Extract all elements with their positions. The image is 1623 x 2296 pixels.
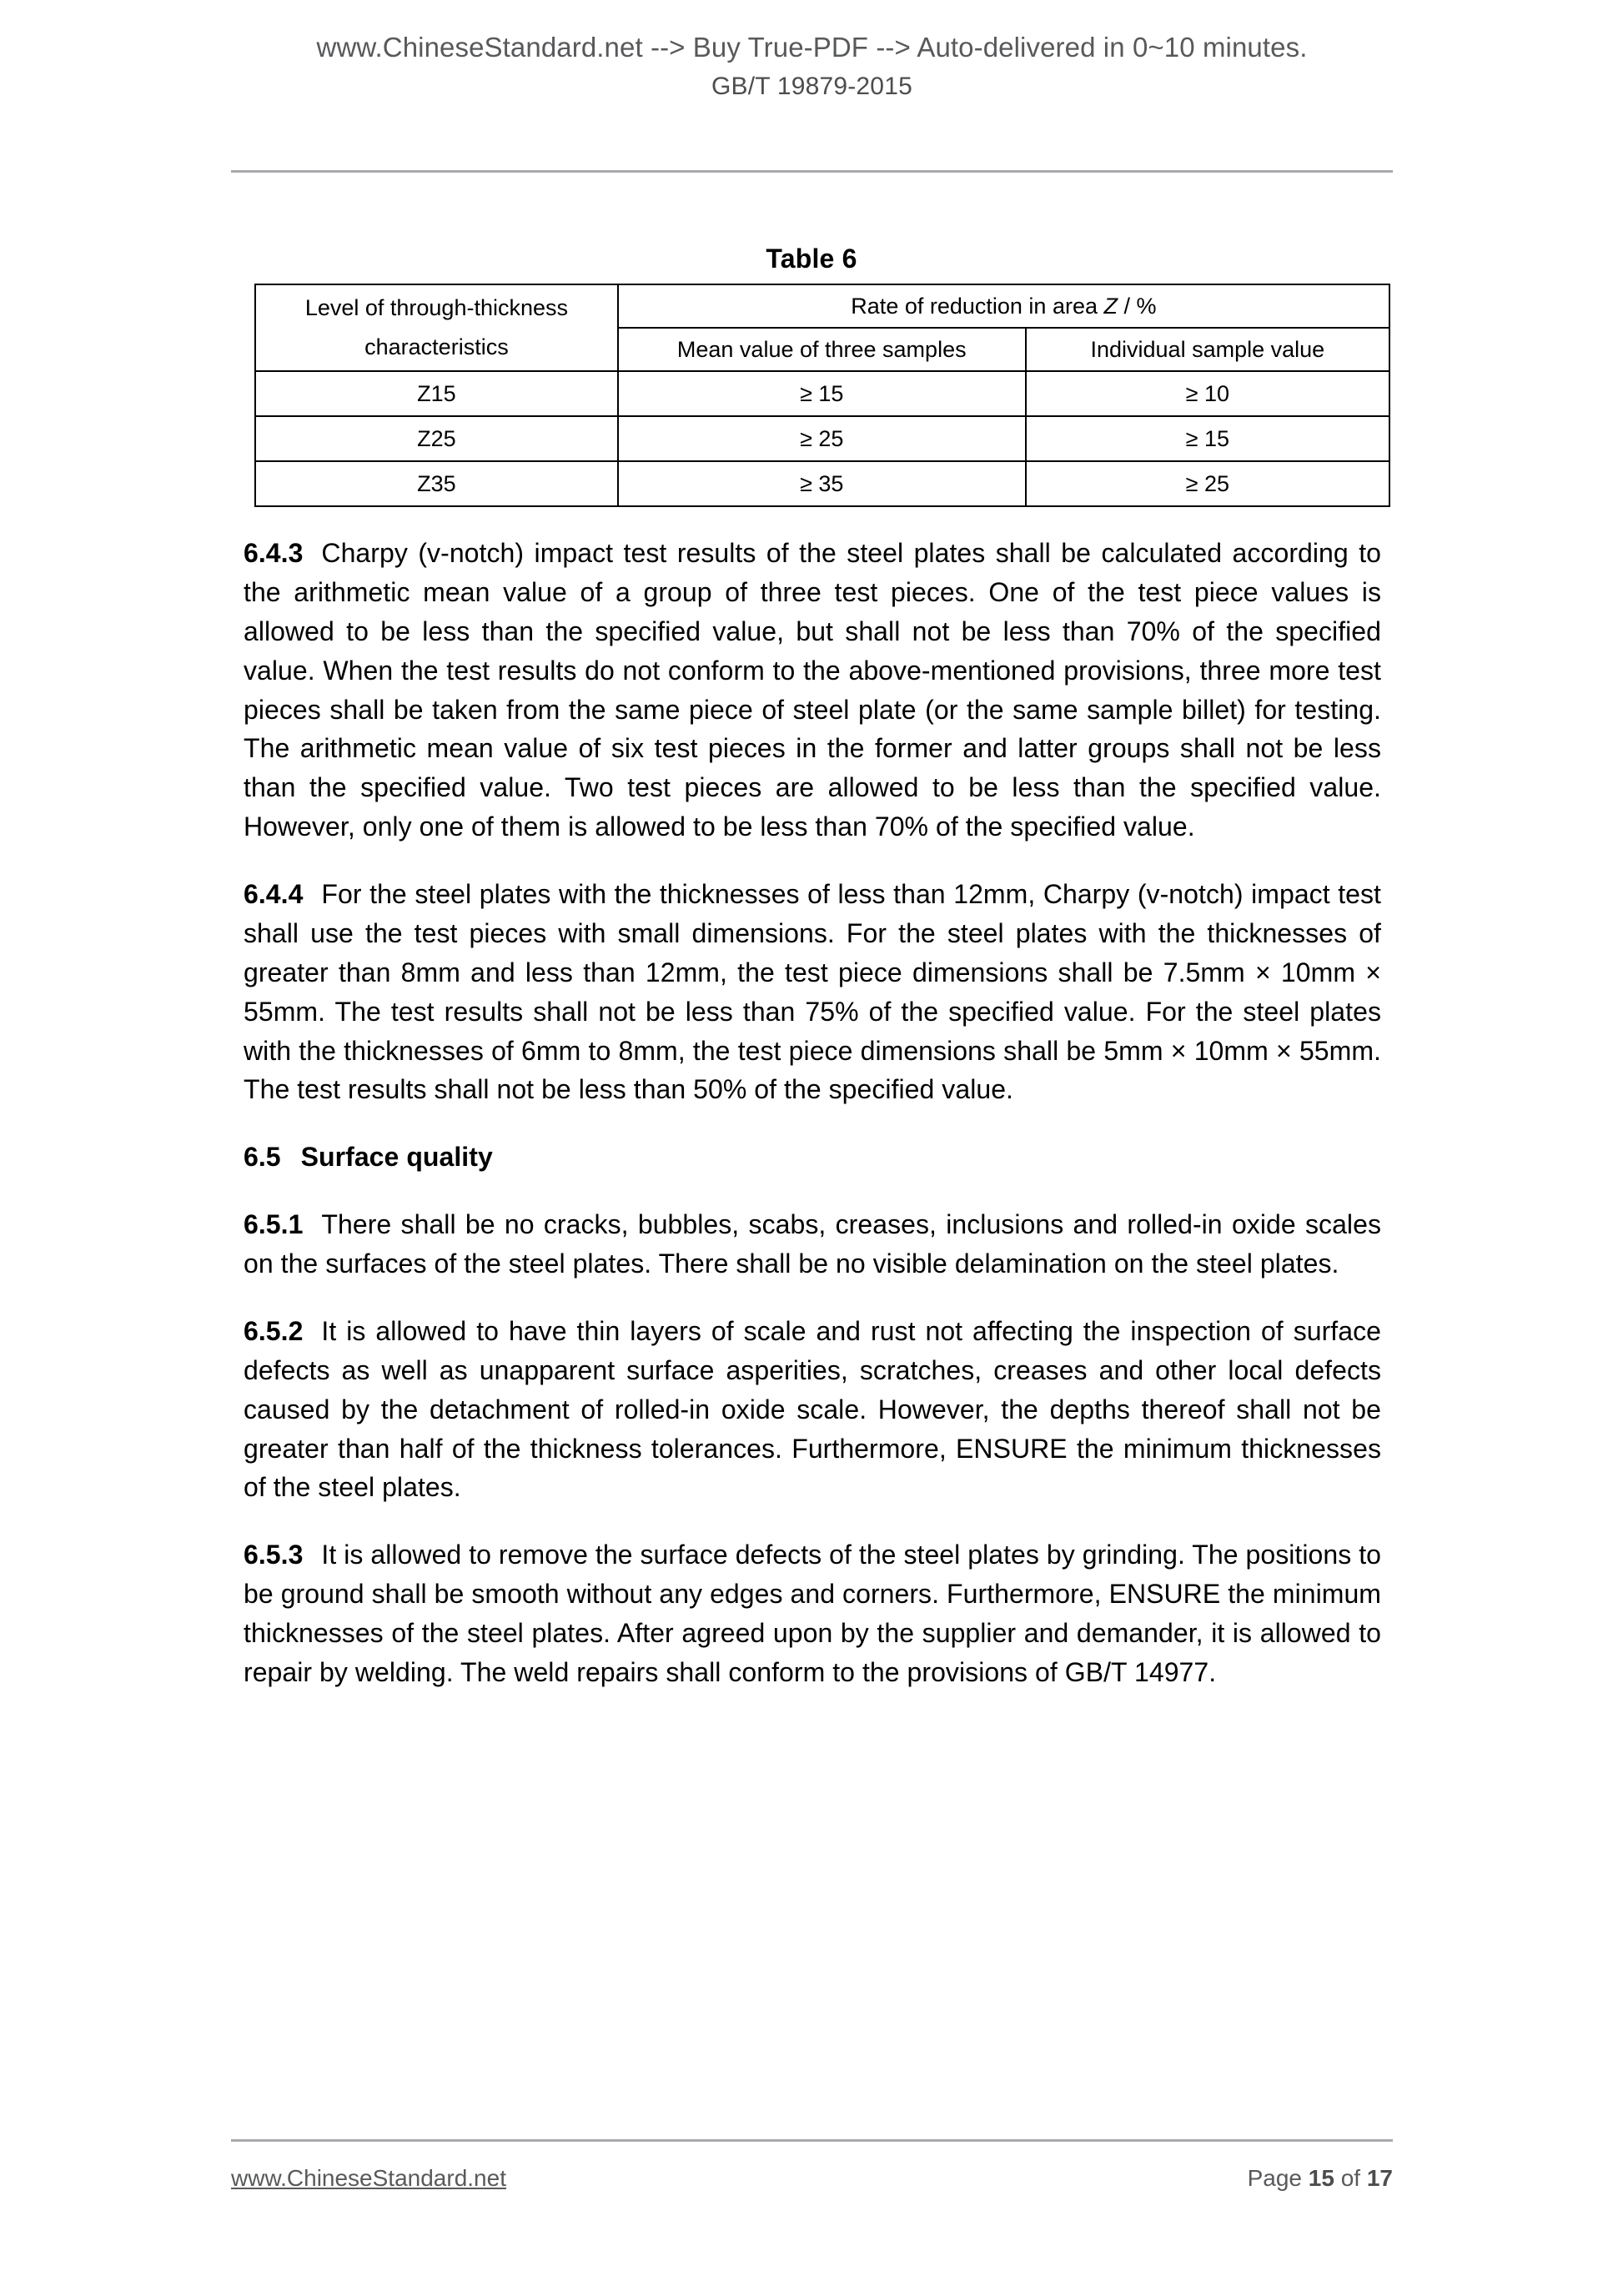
table-row bbox=[255, 371, 1389, 416]
clause-text: Charpy (v-notch) impact test results of the steel plates shall be calculated according to the arithmetic mean value of a group of three test pieces. One of the test piece values is allowed to be less than the specified value, but shall not be less than 70% of the specified value. When the test results do not conform to the above-mentioned provisions, three more test pieces shall be taken from the same piece of steel plate (or the same sample billet) for testing. The arithmetic mean value of six test pieces in the former and latter groups shall not be less than the specified value. Two test pieces are allowed to be less than the specified value. However, only one of them is allowed to be less than 70% of the specified value. bbox=[244, 538, 1381, 842]
promo-banner: www.ChineseStandard.net --> Buy True-PDF --> Auto-delivered in 0~10 minutes. bbox=[316, 32, 1308, 63]
page-mid: of bbox=[1334, 2165, 1367, 2191]
page-prefix: Page bbox=[1247, 2165, 1309, 2191]
clause-text: It is allowed to remove the surface defects of the steel plates by grinding. The positions to be ground shall be smooth without any edges and corners. Furthermore, ENSURE the minimum thicknesses of the steel plates. After agreed upon by the supplier and demander, it is allowed to repair by welding. The weld repairs shall conform to the provisions of GB/T 14977. bbox=[244, 1540, 1381, 1687]
heading-6-5 bbox=[244, 1138, 1381, 1177]
header-divider bbox=[231, 170, 1393, 173]
page-current: 15 bbox=[1308, 2165, 1334, 2191]
heading-title: Surface quality bbox=[300, 1142, 493, 1173]
clause-6-5-3 bbox=[244, 1535, 1381, 1692]
table-cell-individual: ≥ 25 bbox=[1026, 461, 1389, 506]
page-total: 17 bbox=[1366, 2165, 1393, 2191]
table-row bbox=[255, 416, 1389, 461]
document-body bbox=[244, 534, 1381, 1692]
page-number bbox=[1248, 2165, 1393, 2192]
table-row bbox=[255, 461, 1389, 506]
clause-6-5-2 bbox=[244, 1312, 1381, 1507]
clause-6-5-1 bbox=[244, 1205, 1381, 1284]
table-header-individual: Individual sample value bbox=[1026, 328, 1389, 371]
clause-number: 6.5.2 bbox=[244, 1315, 304, 1346]
table-cell-mean: ≥ 15 bbox=[618, 371, 1026, 416]
standard-number: GB/T 19879-2015 bbox=[711, 73, 912, 101]
table-header-rate-text: Rate of reduction in area bbox=[851, 293, 1098, 319]
table-cell-mean: ≥ 35 bbox=[618, 461, 1026, 506]
clause-6-4-4 bbox=[244, 875, 1381, 1109]
footer-divider bbox=[231, 2139, 1393, 2142]
clause-text: There shall be no cracks, bubbles, scabs, creases, inclusions and rolled-in oxide scales on the surfaces of the steel plates. There shall be no visible delamination on the steel plates. bbox=[244, 1209, 1381, 1279]
table-header-rate-group bbox=[618, 284, 1389, 328]
clause-text: It is allowed to have thin layers of scale and rust not affecting the inspection of surface defects as well as unapparent surface asperities, scratches, creases and other local defects caused by the detachment of rolled-in oxide scale. However, the depths thereof shall not be greater than half of the thickness tolerances. Furthermore, ENSURE the minimum thicknesses of the steel plates. bbox=[244, 1315, 1381, 1503]
clause-number: 6.5.3 bbox=[244, 1540, 304, 1570]
table-caption: Table 6 bbox=[766, 244, 857, 274]
table-cell-individual: ≥ 10 bbox=[1026, 371, 1389, 416]
clause-number: 6.4.3 bbox=[244, 538, 304, 568]
table-cell-level: Z25 bbox=[255, 416, 618, 461]
page-header bbox=[231, 30, 1393, 101]
clause-number: 6.4.4 bbox=[244, 879, 304, 909]
table-cell-level: Z35 bbox=[255, 461, 618, 506]
table-6 bbox=[254, 284, 1390, 507]
table-header-rate-unit: / % bbox=[1123, 293, 1157, 319]
table-header-level bbox=[255, 284, 618, 371]
table-cell-individual: ≥ 15 bbox=[1026, 416, 1389, 461]
table-header-mean: Mean value of three samples bbox=[618, 328, 1026, 371]
clause-number: 6.5.1 bbox=[244, 1209, 304, 1240]
table-header-row-1 bbox=[255, 284, 1389, 328]
table-cell-mean: ≥ 25 bbox=[618, 416, 1026, 461]
table-header-rate-symbol: Z bbox=[1103, 293, 1118, 319]
footer-website-link[interactable]: www.ChineseStandard.net bbox=[231, 2165, 506, 2191]
table-cell-level: Z15 bbox=[255, 371, 618, 416]
heading-number: 6.5 bbox=[244, 1142, 281, 1173]
table-header-level-line2: characteristics bbox=[364, 334, 509, 359]
clause-text: For the steel plates with the thicknesses of less than 12mm, Charpy (v-notch) impact test shall use the test pieces with small dimensions. For the steel plates with the thicknesses of greater than 8mm and less than 12mm, the test piece dimensions shall be 7.5mm × 10mm × 55mm. The test results shall not be less than 75% of the specified value. For the steel plates with the thicknesses of 6mm to 8mm, the test piece dimensions shall be 5mm × 10mm × 55mm. The test results shall not be less than 50% of the specified value. bbox=[244, 879, 1381, 1105]
clause-6-4-3 bbox=[244, 534, 1381, 847]
table-header-level-line1: Level of through-thickness bbox=[304, 294, 569, 320]
page-footer bbox=[231, 2165, 1393, 2192]
